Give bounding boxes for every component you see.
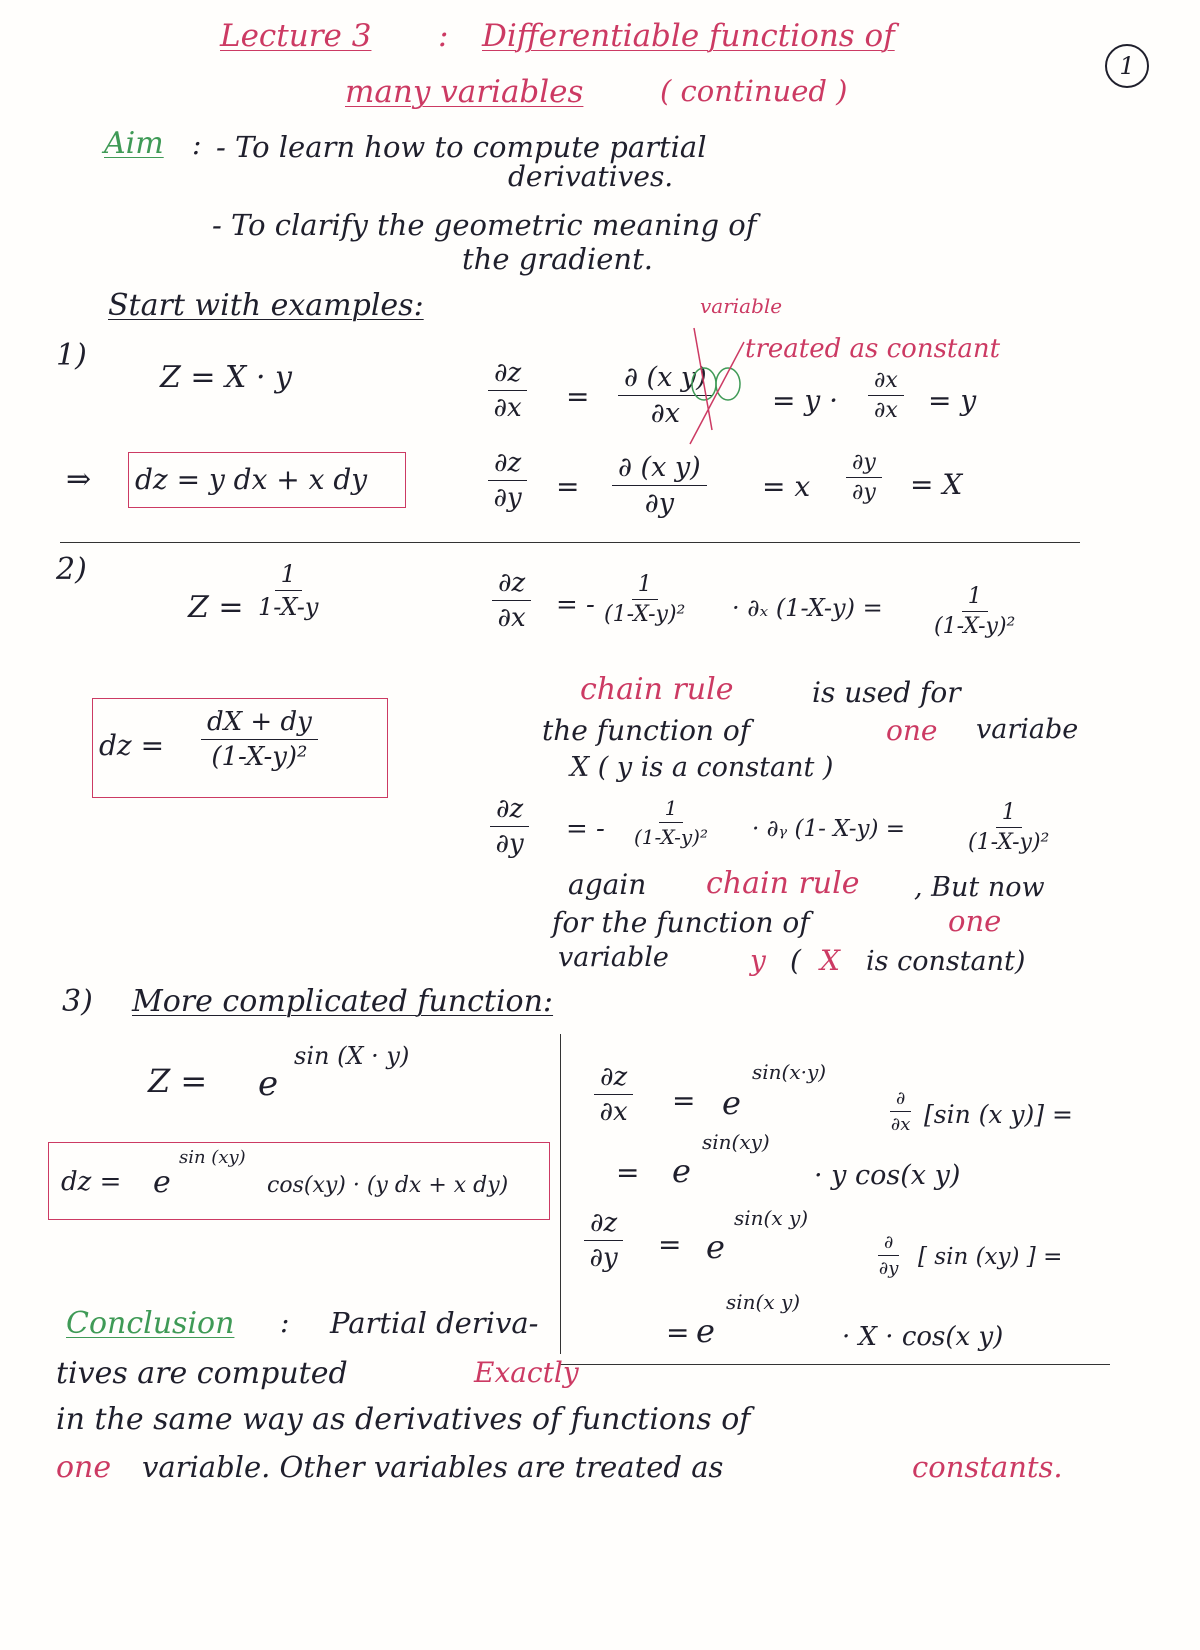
ex3-box-dz: dz = bbox=[61, 1167, 122, 1197]
ex2-dzdx-num: ∂z bbox=[492, 568, 531, 601]
ex3-lhs: Z = bbox=[148, 1062, 208, 1100]
ex2-note1-c: variabe bbox=[976, 714, 1079, 745]
title-line2: many variables bbox=[345, 74, 584, 110]
ex3-ddx-den: ∂x bbox=[890, 1114, 911, 1135]
ex2-note1-d: X ( y is a constant ) bbox=[570, 752, 834, 783]
ex2-res-y bbox=[968, 800, 1049, 855]
ex1-res-y-end: = X bbox=[910, 468, 963, 501]
ex2-dzdx-den: ∂x bbox=[497, 603, 526, 633]
ex3-box-e: e bbox=[153, 1165, 171, 1200]
ex1-dydy-num: ∂y bbox=[846, 450, 882, 478]
ex1-dxy-dy bbox=[612, 452, 707, 519]
ex2-note1-a: is used for bbox=[812, 676, 961, 709]
ex3-title: More complicated function: bbox=[132, 984, 554, 1019]
ex2-eq-minus-y: = - bbox=[566, 814, 605, 844]
ex1-res-x-mid: = y · bbox=[772, 384, 838, 417]
ex3-line2-rest: · y cos(x y) bbox=[814, 1160, 961, 1191]
note-variable: variable bbox=[700, 294, 783, 318]
arrow-variable bbox=[694, 328, 712, 430]
ex2-box-lhs: dz = bbox=[99, 729, 165, 762]
conclusion-exactly: Exactly bbox=[474, 1356, 579, 1389]
ex3-line4-rest: · X · cos(x y) bbox=[842, 1322, 1004, 1352]
ex2-but-now: , But now bbox=[914, 872, 1045, 903]
ex2-chain-rule: chain rule bbox=[580, 672, 734, 707]
ex3-box-exp: sin (xy) bbox=[179, 1147, 246, 1168]
ex1-dzdx bbox=[488, 358, 527, 423]
ex3-eq1: = bbox=[672, 1084, 696, 1117]
title-lecture: Lecture 3 bbox=[220, 18, 372, 54]
ex2-res-den-y: (1-X-y)² bbox=[968, 830, 1050, 855]
ex1-dxdx bbox=[868, 368, 904, 423]
ex1-res-y-mid: = x bbox=[762, 470, 811, 503]
ex2-one: one bbox=[948, 904, 1002, 938]
ex2-mid-y: · ∂ᵧ (1- X-y) = bbox=[752, 816, 906, 842]
ex1-result-box bbox=[128, 452, 406, 508]
ex2-for-function: for the function of bbox=[552, 906, 810, 939]
ex3-e4: e bbox=[706, 1228, 725, 1266]
aim-item2-line2: the gradient. bbox=[462, 242, 653, 276]
ex2-box-den: (1-X-y)² bbox=[211, 742, 308, 772]
ex2-rhs-den: 1-X-y bbox=[258, 593, 319, 621]
ex3-e5: e bbox=[696, 1312, 715, 1350]
ex3-eq2: = bbox=[616, 1156, 640, 1189]
ex3-ddx-num: ∂ bbox=[890, 1088, 911, 1112]
ex2-eq-minus-x: = - bbox=[556, 590, 595, 620]
start-text: Start with examples: bbox=[108, 288, 424, 323]
ex2-res-x bbox=[934, 584, 1015, 639]
divider-2 bbox=[560, 1364, 1110, 1365]
note-treated-constant: treated as constant bbox=[745, 334, 1001, 364]
ex2-res-den-x: (1-X-y)² bbox=[934, 614, 1016, 639]
ex3-ddy bbox=[878, 1232, 899, 1279]
ex3-vertical-divider bbox=[560, 1034, 561, 1354]
ex3-box-rest: cos(xy) · (y dx + x dy) bbox=[267, 1173, 509, 1198]
ex3-dzdy-num: ∂z bbox=[584, 1208, 623, 1241]
ex3-exp2: sin(x·y) bbox=[752, 1060, 827, 1084]
ex2-y-var: y bbox=[750, 944, 766, 977]
ex2-note1-b: the function of bbox=[542, 714, 751, 747]
ex2-x-var: X bbox=[820, 944, 840, 977]
ex2-chain-rule-2: chain rule bbox=[706, 866, 860, 901]
ex1-box-text: dz = y dx + x dy bbox=[135, 463, 368, 496]
ex2-one-y: 1 bbox=[659, 796, 684, 823]
ex1-dzdx-den: ∂x bbox=[493, 393, 522, 423]
ex1-dydy bbox=[846, 450, 882, 505]
ex3-dzdx bbox=[594, 1062, 633, 1127]
ex2-note1-one: one bbox=[886, 714, 938, 747]
ex2-den-sq-x: (1-X-y)² bbox=[604, 602, 686, 627]
ex2-one-x: 1 bbox=[632, 572, 658, 600]
ex2-mid-x: · ∂ₓ (1-X-y) = bbox=[732, 594, 883, 622]
title-line1: Differentiable functions of bbox=[482, 18, 895, 54]
ex1-eq1: = bbox=[566, 380, 590, 413]
ex1-dzdx-num: ∂z bbox=[488, 358, 527, 391]
ex1-eq2: = bbox=[556, 470, 580, 503]
ex2-variable: variable bbox=[558, 942, 669, 973]
conclusion-text1: Partial deriva- bbox=[330, 1306, 539, 1340]
arrow-constant bbox=[690, 342, 744, 444]
page-number-circle bbox=[1105, 44, 1149, 88]
ex2-again: again bbox=[568, 868, 647, 901]
title-separator: : bbox=[438, 18, 449, 54]
ex1-dzdy bbox=[488, 448, 527, 513]
ex2-dzdy bbox=[490, 794, 529, 859]
conclusion-text3: in the same way as derivatives of functions of bbox=[56, 1402, 751, 1437]
ex3-e3: e bbox=[672, 1152, 691, 1190]
ex1-dzdy-den: ∂y bbox=[493, 483, 522, 513]
ex2-lhs: Z = bbox=[188, 590, 244, 625]
aim-item1-line1: - To learn how to compute partial bbox=[216, 130, 707, 164]
divider-1 bbox=[60, 542, 1080, 543]
conclusion-text2: tives are computed bbox=[56, 1356, 348, 1391]
conclusion-text4: variable. Other variables are treated as bbox=[142, 1450, 724, 1484]
ex2-rhs-num: 1 bbox=[275, 560, 302, 591]
ex1-res-x-end: = y bbox=[928, 384, 977, 417]
ex2-dzdy-den: ∂y bbox=[495, 829, 524, 859]
ex2-box-frac bbox=[201, 707, 318, 772]
ex1-dydy-den: ∂y bbox=[852, 480, 876, 505]
ex3-result-box bbox=[48, 1142, 550, 1220]
ex2-res-num-y: 1 bbox=[996, 800, 1022, 828]
ex3-e: e bbox=[258, 1064, 279, 1104]
ex3-e2: e bbox=[722, 1084, 741, 1122]
conclusion-one: one bbox=[56, 1450, 112, 1485]
aim-label: Aim bbox=[104, 126, 164, 161]
ex3-exp3: sin(x y) bbox=[734, 1206, 809, 1230]
ex3-sin-bracket-2: [ sin (xy) ] = bbox=[918, 1244, 1063, 1270]
ex2-dzdx bbox=[492, 568, 531, 633]
ex2-box-num: dX + dy bbox=[201, 707, 318, 740]
conclusion-constants: constants. bbox=[912, 1450, 1063, 1484]
ex2-rhs bbox=[258, 560, 318, 621]
ex3-sin-bracket: [sin (x y)] = bbox=[924, 1100, 1073, 1129]
ex1-dx-den: ∂x bbox=[650, 398, 680, 429]
ex2-inv-sq-y bbox=[634, 796, 708, 849]
aim-colon: : bbox=[192, 128, 202, 161]
ex2-number: 2) bbox=[56, 552, 87, 587]
ex1-dxy-num-2: ∂ (x y) bbox=[612, 452, 707, 486]
ex2-res-num-x: 1 bbox=[962, 584, 988, 612]
aim-item2-line1: - To clarify the geometric meaning of bbox=[212, 208, 757, 242]
ex1-annotation-arrows bbox=[660, 320, 780, 450]
page-number: 1 bbox=[1119, 52, 1135, 80]
ex3-dzdy-den: ∂y bbox=[589, 1243, 618, 1273]
ex1-equation: Z = X · y bbox=[160, 360, 292, 395]
ex2-dzdy-num: ∂z bbox=[490, 794, 529, 827]
ex3-line4-exp: sin(x y) bbox=[726, 1290, 801, 1314]
ex3-dzdx-den: ∂x bbox=[599, 1097, 628, 1127]
ex3-eq4: = bbox=[666, 1316, 690, 1349]
ex2-x-const: is constant) bbox=[866, 946, 1026, 977]
conclusion-label: Conclusion bbox=[66, 1306, 235, 1341]
ex1-dxy-num: ∂ (x y) bbox=[618, 362, 713, 396]
ex1-dxdx-den: ∂x bbox=[874, 398, 898, 423]
ex3-ddx bbox=[890, 1088, 911, 1135]
ex2-result-box bbox=[92, 698, 388, 798]
ex3-dzdy bbox=[584, 1208, 623, 1273]
ex3-exponent: sin (X · y) bbox=[294, 1042, 410, 1070]
ex3-ddy-den: ∂y bbox=[878, 1258, 899, 1279]
ex3-ddy-num: ∂ bbox=[878, 1232, 899, 1256]
ex2-inv-sq-x bbox=[604, 572, 685, 627]
ex1-dxdx-num: ∂x bbox=[868, 368, 904, 396]
ex2-paren-open: ( bbox=[790, 944, 801, 977]
conclusion-colon: : bbox=[280, 1306, 290, 1339]
title-continued: ( continued ) bbox=[660, 74, 848, 108]
ex3-dzdx-num: ∂z bbox=[594, 1062, 633, 1095]
ex3-line2-exp: sin(xy) bbox=[702, 1130, 770, 1154]
ex1-number: 1) bbox=[56, 338, 87, 373]
ex1-dy-den: ∂y bbox=[644, 488, 674, 519]
ex2-den-sq-y: (1-X-y)² bbox=[634, 825, 708, 849]
ex3-eq3: = bbox=[658, 1228, 682, 1261]
ex1-implies: ⇒ bbox=[66, 462, 92, 497]
ex3-number: 3) bbox=[62, 984, 93, 1019]
aim-item1-line2: derivatives. bbox=[508, 160, 674, 193]
ex1-dzdy-num: ∂z bbox=[488, 448, 527, 481]
